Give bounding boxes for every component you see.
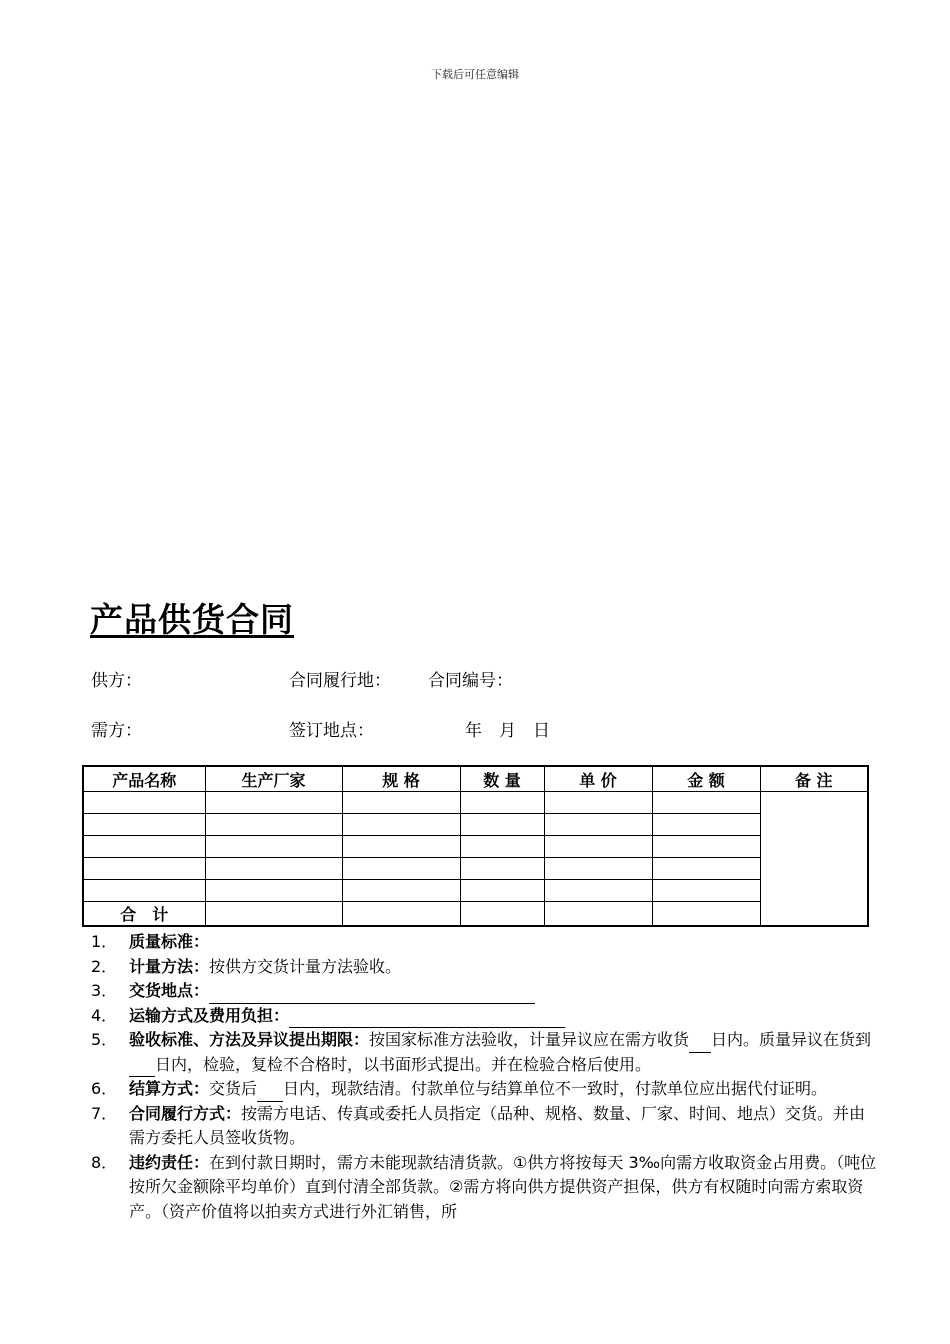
delivery-place-field[interactable] xyxy=(209,987,535,1004)
table-cell[interactable] xyxy=(652,814,760,836)
term-text: 在到付款日期时，需方未能现款结清货款。①供方将按每天 3‰向需方收取资金占用费。（吨位按所欠金额除平均单价）直到付清全部货款。②需方将向供方提供资产担保，供方有权随时向需方索取资产。（资产价值将以拍卖方式进行外汇销售，所 xyxy=(129,1152,877,1221)
term-settlement xyxy=(91,1077,881,1102)
term-label: 合同履行方式： xyxy=(129,1103,242,1123)
table-cell[interactable] xyxy=(83,792,205,814)
table-row xyxy=(83,792,868,814)
table-cell[interactable] xyxy=(342,858,460,880)
table-cell[interactable] xyxy=(460,814,544,836)
term-performance xyxy=(91,1102,881,1151)
table-cell[interactable] xyxy=(544,836,652,858)
table-cell[interactable] xyxy=(652,880,760,902)
term-number: 3． xyxy=(91,981,118,1000)
col-manufacturer: 生产厂家 xyxy=(205,766,342,792)
table-cell[interactable] xyxy=(342,880,460,902)
table-cell[interactable] xyxy=(460,880,544,902)
term-number: 8． xyxy=(91,1152,118,1172)
contract-number-label: 合同编号： xyxy=(428,671,513,691)
table-cell[interactable] xyxy=(83,858,205,880)
col-spec: 规 格 xyxy=(342,766,460,792)
table-row xyxy=(83,814,868,836)
table-cell[interactable] xyxy=(652,858,760,880)
days-field[interactable] xyxy=(257,1085,283,1102)
term-label: 验收标准、方法及异议提出期限： xyxy=(129,1030,370,1049)
table-cell[interactable] xyxy=(83,814,205,836)
term-text: 日内。质量异议在货到 xyxy=(711,1030,872,1049)
table-cell[interactable] xyxy=(205,880,342,902)
contract-title: 产品供货合同 xyxy=(90,600,294,639)
term-measurement xyxy=(91,955,881,980)
table-row xyxy=(83,858,868,880)
term-number: 4． xyxy=(91,1005,118,1025)
term-number: 5． xyxy=(91,1030,118,1049)
transport-field[interactable] xyxy=(289,1011,565,1028)
table-cell[interactable] xyxy=(544,902,652,927)
term-liability xyxy=(91,1151,881,1225)
col-product-name: 产品名称 xyxy=(83,766,205,792)
table-cell[interactable] xyxy=(460,836,544,858)
term-text: 交货后 xyxy=(209,1079,258,1098)
table-cell[interactable] xyxy=(544,792,652,814)
table-cell[interactable] xyxy=(652,836,760,858)
supplier-label: 供方： xyxy=(91,671,142,691)
table-cell[interactable] xyxy=(342,902,460,927)
term-acceptance xyxy=(91,1028,881,1077)
table-cell[interactable] xyxy=(544,814,652,836)
total-label: 合 计 xyxy=(83,902,205,927)
header-note: 下载后可任意编辑 xyxy=(431,68,519,81)
term-label: 质量标准： xyxy=(129,932,210,951)
table-cell[interactable] xyxy=(544,880,652,902)
table-total-row xyxy=(83,902,868,927)
table-header-row xyxy=(83,766,868,792)
table-cell[interactable] xyxy=(460,858,544,880)
table-cell[interactable] xyxy=(205,814,342,836)
table-cell[interactable] xyxy=(342,792,460,814)
table-row xyxy=(83,880,868,902)
term-text: 按国家标准方法验收，计量异议应在需方收货 xyxy=(369,1030,690,1049)
table-cell[interactable] xyxy=(652,902,760,927)
table-cell[interactable] xyxy=(205,858,342,880)
table-cell[interactable] xyxy=(460,902,544,927)
table-cell[interactable] xyxy=(83,880,205,902)
col-quantity: 数 量 xyxy=(460,766,544,792)
term-text: 日内，现款结清。付款单位与结算单位不一致时，付款单位应出据代付证明。 xyxy=(283,1079,828,1098)
term-label: 交货地点： xyxy=(129,981,210,1000)
table-cell[interactable] xyxy=(205,792,342,814)
term-number: 1． xyxy=(91,932,118,951)
term-label: 违约责任： xyxy=(129,1152,210,1172)
term-quality xyxy=(91,930,881,955)
date-label: 年 月 日 xyxy=(465,721,550,741)
term-text: 日内，检验，复检不合格时，以书面形式提出。并在检验合格后使用。 xyxy=(155,1054,652,1074)
term-text: 按需方电话、传真或委托人员指定（品种、规格、数量、厂家、时间、地点）交货。并由需方委托人员签收货物。 xyxy=(129,1103,866,1147)
buyer-label: 需方： xyxy=(91,721,142,741)
term-text: 按供方交货计量方法验收。 xyxy=(209,956,402,976)
sign-place-label: 签订地点： xyxy=(289,721,374,741)
days-field[interactable] xyxy=(689,1036,711,1053)
term-transport xyxy=(91,1004,881,1029)
table-cell[interactable] xyxy=(342,814,460,836)
term-number: 7． xyxy=(91,1103,118,1123)
term-label: 结算方式： xyxy=(129,1079,210,1098)
days-field[interactable] xyxy=(129,1060,155,1077)
table-cell[interactable] xyxy=(205,836,342,858)
col-amount: 金 额 xyxy=(652,766,760,792)
table-cell[interactable] xyxy=(342,836,460,858)
place-label: 合同履行地： xyxy=(289,671,391,691)
table-cell[interactable] xyxy=(544,858,652,880)
table-cell[interactable] xyxy=(652,792,760,814)
term-number: 2． xyxy=(91,956,118,976)
col-remarks: 备 注 xyxy=(760,766,868,792)
table-cell[interactable] xyxy=(83,836,205,858)
term-delivery-place xyxy=(91,979,881,1004)
term-number: 6． xyxy=(91,1079,118,1098)
term-label: 运输方式及费用负担： xyxy=(129,1005,290,1025)
term-label: 计量方法： xyxy=(129,956,210,976)
col-unit-price: 单 价 xyxy=(544,766,652,792)
table-cell[interactable] xyxy=(205,902,342,927)
contract-terms xyxy=(91,930,881,1224)
goods-table xyxy=(82,765,869,927)
table-cell[interactable] xyxy=(460,792,544,814)
table-row xyxy=(83,836,868,858)
remarks-cell[interactable] xyxy=(760,792,868,927)
